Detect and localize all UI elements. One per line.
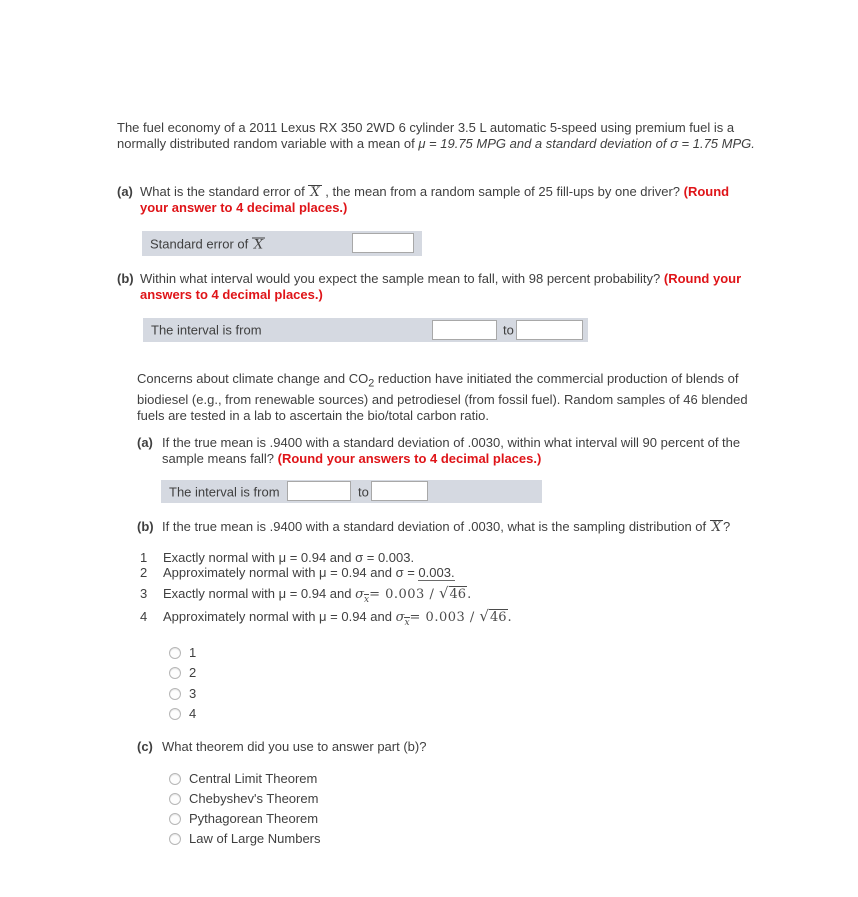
option-3-number: 3	[140, 586, 148, 601]
radio-law-of-large-numbers-label: Law of Large Numbers	[189, 831, 321, 846]
p2-part-a-question	[137, 435, 752, 466]
p1-part-b-label: (b)	[117, 271, 134, 286]
p2-part-c-label: (c)	[137, 739, 153, 754]
radio-option-3-label: 3	[189, 686, 197, 701]
standard-error-input[interactable]	[352, 233, 414, 253]
interval-answer-row-2	[161, 480, 542, 503]
problem1-intro-italic: μ = 19.75 MPG and a standard deviation of σ = 1.75 MPG.	[418, 135, 755, 151]
p1-part-b-question	[117, 271, 749, 302]
p2a-round-note: (Round your answers to 4 decimal places.)	[277, 450, 542, 466]
p2b-radio-row-3	[169, 686, 196, 701]
sqrt-icon: √	[438, 584, 449, 602]
sigma-xbar-formula: $\sigma_x= 0.003 / √46$.	[355, 584, 472, 605]
standard-error-row-label: Standard error of X	[150, 236, 264, 252]
radio-law-of-large-numbers[interactable]	[169, 833, 181, 845]
interval-to-input-1[interactable]	[516, 320, 583, 340]
option-3-text: Exactly normal with μ = 0.94 and	[163, 586, 356, 601]
p2a-question-text: If the true mean is .9400 with a standard deviation of .0030, within what interval will 90 percent of the sample means fall?	[162, 435, 741, 466]
xbar-symbol: X	[310, 185, 320, 200]
radio-option-4[interactable]	[169, 708, 181, 720]
p2c-radio-row-3	[169, 811, 318, 826]
p2c-question-text: What theorem did you use to answer part (b)?	[162, 739, 427, 754]
problem2-intro-text-1: Concerns about climate change and CO	[137, 371, 369, 386]
option-4-number: 4	[140, 609, 148, 624]
interval-row-2-to-label: to	[358, 484, 369, 499]
radio-option-2[interactable]	[169, 667, 181, 679]
xbar-symbol: X	[253, 237, 264, 252]
p2b-question-text-2: ?	[723, 519, 731, 534]
option-item-1	[140, 550, 414, 565]
xbar-symbol: X	[711, 520, 722, 535]
option-1-text: Exactly normal with μ = 0.94 and σ = 0.003.	[163, 550, 415, 565]
radio-chebyshevs-theorem[interactable]	[169, 793, 181, 805]
p2c-radio-row-4	[169, 831, 321, 846]
option-2-number: 2	[140, 565, 148, 580]
p1b-question-text: Within what interval would you expect the sample mean to fall, with 98 percent probability?	[140, 271, 664, 286]
sigma-xbar-formula: $\sigma_x= 0.003 / √46$.	[395, 607, 512, 628]
co2-subscript: 2	[368, 377, 375, 390]
interval-from-input-2[interactable]	[287, 481, 351, 501]
p2b-radio-row-2	[169, 665, 196, 680]
problem2-intro	[137, 371, 752, 423]
radio-pythagorean-theorem-label: Pythagorean Theorem	[189, 811, 319, 826]
radio-option-4-label: 4	[189, 706, 197, 721]
interval-row-1-to-label: to	[503, 322, 514, 338]
p1a-round-note: (Round your answer to 4 decimal places.)	[140, 184, 730, 215]
p2b-radio-row-4	[169, 706, 196, 721]
p2-part-c-question	[137, 739, 752, 755]
option-1-number: 1	[140, 550, 148, 565]
radio-chebyshevs-theorem-label: Chebyshev's Theorem	[189, 791, 319, 806]
interval-row-1-label: The interval is from	[151, 322, 262, 338]
p2b-radio-row-1	[169, 645, 196, 660]
interval-from-input-1[interactable]	[432, 320, 497, 340]
p1b-round-note: (Round your answers to 4 decimal places.)	[140, 271, 742, 302]
p1-part-a-question	[117, 184, 755, 215]
interval-row-2-label: The interval is from	[169, 484, 280, 499]
radio-pythagorean-theorem[interactable]	[169, 813, 181, 825]
p2b-question-text-1: If the true mean is .9400 with a standard deviation of .0030, what is the sampling distribution of	[162, 519, 710, 534]
problem2-intro-text-2: reduction have initiated the commercial production of blends of biodiesel (e.g., from renewable sources) and petrodiesel (from fossil fuel). Random samples of 46 blended fuels are tested in a lab to ascertain the bio/total carbon ratio.	[137, 371, 748, 423]
radio-option-3[interactable]	[169, 688, 181, 700]
option-item-3	[140, 586, 471, 608]
standard-error-answer-row	[142, 231, 422, 256]
problem1-intro	[117, 120, 757, 151]
radio-central-limit-theorem[interactable]	[169, 773, 181, 785]
p1a-question-text-2: , the mean from a random sample of 25 fill-ups by one driver?	[321, 184, 684, 199]
option-2-text: Approximately normal with μ = 0.94 and σ =	[163, 565, 419, 580]
p2-part-b-question	[137, 519, 817, 535]
option-4-text: Approximately normal with μ = 0.94 and	[163, 609, 396, 624]
option-item-2	[140, 565, 455, 580]
radio-option-2-label: 2	[189, 665, 197, 680]
sqrt-icon: √	[479, 607, 489, 625]
radio-option-1[interactable]	[169, 647, 181, 659]
radio-central-limit-theorem-label: Central Limit Theorem	[189, 771, 318, 786]
radio-option-1-label: 1	[189, 645, 197, 660]
interval-to-input-2[interactable]	[371, 481, 428, 501]
p1-part-a-label: (a)	[117, 184, 133, 199]
p2c-radio-row-1	[169, 771, 317, 786]
p2-part-b-label: (b)	[137, 519, 154, 534]
problem1-intro-regular: The fuel economy of a 2011 Lexus RX 350 2WD 6 cylinder 3.5 L automatic 5-speed using premium fuel is a normally distributed random variable with a mean of	[117, 120, 735, 151]
p2c-radio-row-2	[169, 791, 318, 806]
p1a-question-text-1: What is the standard error of	[140, 184, 309, 199]
option-item-4	[140, 609, 512, 631]
option-2-text-underlined: 0.003.	[418, 565, 455, 580]
interval-answer-row-1	[143, 318, 588, 342]
p2-part-a-label: (a)	[137, 435, 153, 450]
